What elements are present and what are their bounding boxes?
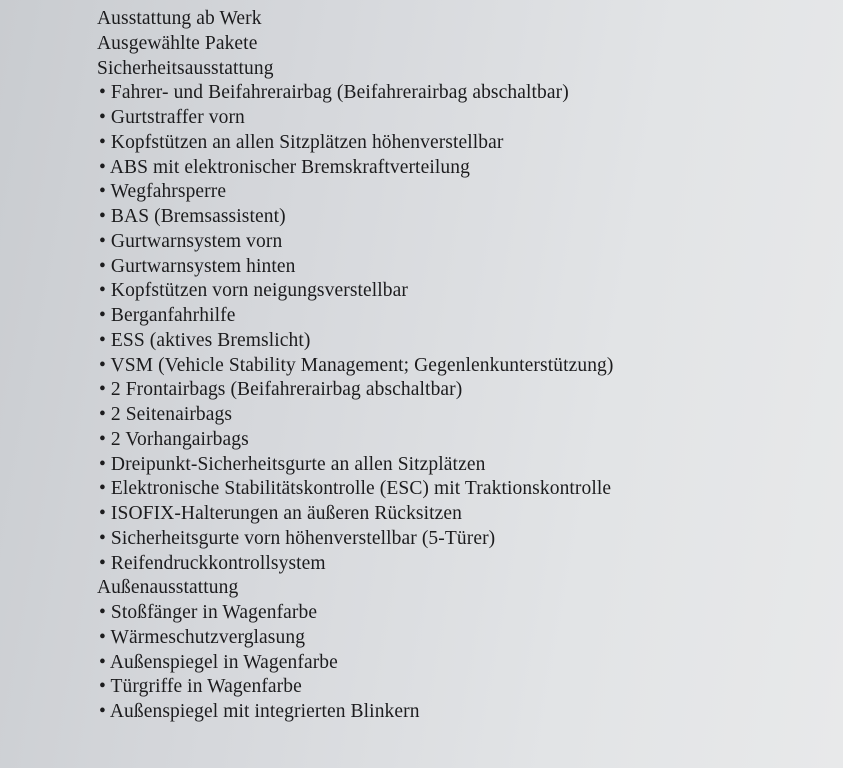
- heading-selected-packages: Ausgewählte Pakete: [97, 32, 258, 54]
- safety-item: • 2 Seitenairbags: [99, 404, 233, 425]
- safety-item: • Gurtstraffer vorn: [99, 107, 245, 128]
- safety-item: • Gurtwarnsystem hinten: [99, 255, 296, 277]
- safety-item: • Wegfahrsperre: [99, 181, 227, 203]
- safety-item: • Sicherheitsgurte vorn höhenverstellbar (5-Türer): [99, 527, 496, 549]
- safety-item: • Fahrer- und Beifahrerairbag (Beifahrerairbag abschaltbar): [99, 82, 569, 104]
- equipment-list: [97, 7, 614, 725]
- safety-item: • ABS mit elektronischer Bremskraftverteilung: [99, 156, 470, 178]
- safety-item: • Reifendruckkontrollsystem: [99, 552, 326, 574]
- exterior-item: • Außenspiegel in Wagenfarbe: [99, 651, 338, 673]
- heading-factory-equipment: Ausstattung ab Werk: [97, 8, 262, 29]
- exterior-item: • Stoßfänger in Wagenfarbe: [99, 602, 318, 623]
- safety-item: • 2 Frontairbags (Beifahrerairbag abschaltbar): [99, 379, 463, 401]
- safety-item: • VSM (Vehicle Stability Management; Gegenlenkunterstützung): [99, 354, 614, 376]
- safety-item: • 2 Vorhangairbags: [99, 428, 249, 450]
- exterior-item: • Außenspiegel mit integrierten Blinkern: [99, 701, 420, 722]
- safety-item: • Kopfstützen an allen Sitzplätzen höhenverstellbar: [99, 131, 504, 153]
- safety-item: • Elektronische Stabilitätskontrolle (ESC) mit Traktionskontrolle: [99, 478, 612, 500]
- heading-exterior-equipment: Außenausstattung: [97, 577, 239, 599]
- safety-item: • Kopfstützen vorn neigungsverstellbar: [99, 280, 409, 302]
- exterior-item: • Türgriffe in Wagenfarbe: [99, 676, 302, 698]
- safety-item: • Gurtwarnsystem vorn: [99, 230, 283, 252]
- safety-item: • ISOFIX-Halterungen an äußeren Rücksitzen: [99, 503, 462, 524]
- heading-safety-equipment: Sicherheitsausstattung: [97, 57, 274, 79]
- safety-item: • Berganfahrhilfe: [99, 305, 236, 326]
- safety-item: • ESS (aktives Bremslicht): [99, 329, 311, 351]
- safety-item: • BAS (Bremsassistent): [99, 206, 286, 227]
- safety-item: • Dreipunkt-Sicherheitsgurte an allen Sitzplätzen: [99, 453, 486, 475]
- exterior-item: • Wärmeschutzverglasung: [99, 626, 306, 648]
